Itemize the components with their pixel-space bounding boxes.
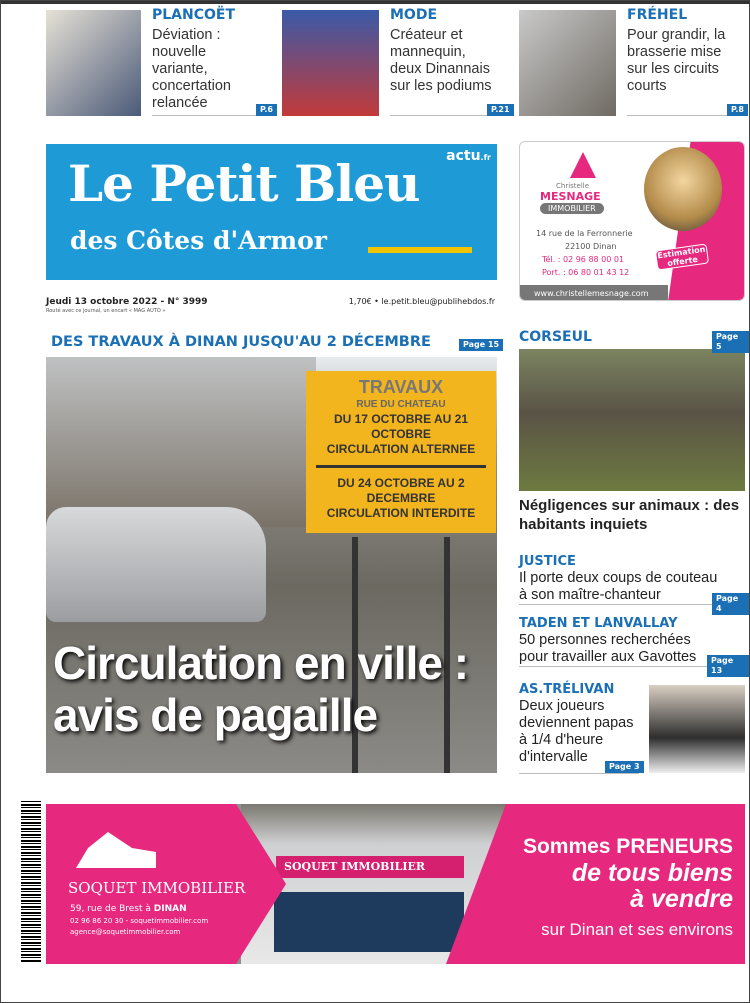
side-kicker: TADEN ET LANVALLAY bbox=[519, 616, 678, 631]
ad-first-name: Christelle bbox=[556, 182, 590, 190]
actu-logo bbox=[446, 148, 491, 164]
actu-brand: actu bbox=[446, 148, 481, 164]
van bbox=[46, 507, 266, 622]
sign-line: CIRCULATION INTERDITE bbox=[326, 506, 476, 520]
soquet-email[interactable]: agence@soquetimmobilier.com bbox=[70, 928, 181, 936]
page-ref: P.8 bbox=[727, 104, 748, 116]
teaser-photo bbox=[282, 10, 379, 116]
main-headline[interactable] bbox=[53, 637, 468, 741]
slogan-line: à vendre bbox=[630, 885, 733, 913]
main-photo[interactable] bbox=[46, 357, 497, 773]
masthead bbox=[46, 144, 497, 280]
teaser-text: Déviation : nouvelle variante, concertation relancée bbox=[152, 27, 231, 111]
side-kicker: AS.TRÉLIVAN bbox=[519, 682, 615, 697]
divider bbox=[152, 115, 272, 116]
ad-type: IMMOBILIER bbox=[540, 203, 604, 214]
page-ref: Page 4 bbox=[712, 593, 749, 615]
yellow-bar bbox=[368, 247, 472, 253]
page-ref: Page 5 bbox=[712, 331, 749, 353]
shop-sign: SOQUET IMMOBILIER bbox=[276, 856, 464, 878]
soquet-phone: 02 96 86 20 30 - soquetimmobilier.com bbox=[70, 917, 209, 925]
slogan-line: Sommes PRENEURS bbox=[522, 835, 733, 858]
side-headline[interactable]: Négligences sur animaux : des habitants inquiets bbox=[519, 497, 740, 533]
ad-tel: Tél. : 02 96 88 00 01 bbox=[542, 255, 625, 264]
sign-line: CIRCULATION ALTERNEE bbox=[326, 442, 476, 456]
side-text: Il porte deux coups de couteau à son maître-chanteur bbox=[519, 570, 718, 603]
page-ref: Page 3 bbox=[605, 761, 644, 773]
page-ref: P.6 bbox=[256, 104, 277, 116]
portrait bbox=[644, 147, 722, 231]
masthead-title: Le Petit Bleu bbox=[68, 154, 420, 213]
teaser-text: Créateur et mannequin, deux Dinannais sur les podiums bbox=[390, 27, 492, 94]
soquet-slogan bbox=[523, 834, 733, 912]
headline-line: avis de pagaille bbox=[53, 689, 378, 741]
side-kicker: CORSEUL bbox=[519, 329, 592, 345]
ad-city: 22100 Dinan bbox=[565, 242, 617, 251]
soquet-address bbox=[70, 904, 187, 914]
sign-line: DU 24 OCTOBRE AU 2 DECEMBRE bbox=[337, 476, 465, 505]
teaser-kicker: MODE bbox=[390, 7, 438, 23]
travaux-sign bbox=[306, 371, 496, 533]
ad-mesnage[interactable] bbox=[519, 141, 745, 301]
side-text: Deux joueurs deviennent papas à 1/4 d'heure d'intervalle bbox=[519, 698, 634, 765]
side-text: 50 personnes recherchées pour travailler aux Gavottes bbox=[519, 632, 697, 665]
ad-mobile: Port. : 06 80 01 43 12 bbox=[542, 268, 630, 277]
slogan-line: de tous biens bbox=[571, 859, 733, 887]
ad-soquet[interactable] bbox=[46, 804, 745, 964]
page-ref: P.21 bbox=[487, 104, 514, 116]
teaser-kicker: FRÉHEL bbox=[627, 7, 688, 23]
actu-suffix: .fr bbox=[480, 153, 491, 162]
teaser-text: Pour grandir, la brasserie mise sur les circuits courts bbox=[627, 27, 726, 94]
insert-note: Routé avec ce journal, un encart « MAG AUTO » bbox=[46, 308, 166, 314]
headline-line: Circulation en ville : bbox=[53, 637, 469, 689]
estimation-badge: Estimation offerte bbox=[655, 243, 709, 270]
masthead-subtitle: des Côtes d'Armor bbox=[70, 226, 327, 255]
shop-window bbox=[274, 892, 464, 952]
address-city: DINAN bbox=[153, 904, 187, 914]
ad-address: 14 rue de la Ferronnerie bbox=[536, 229, 633, 238]
sign-title: TRAVAUX bbox=[358, 377, 444, 397]
teaser-kicker: PLANCOËT bbox=[152, 7, 236, 23]
buildings bbox=[46, 357, 316, 527]
teaser-photo bbox=[519, 10, 616, 116]
divider bbox=[519, 773, 639, 774]
barcode bbox=[21, 801, 41, 963]
logo-icon bbox=[570, 152, 596, 178]
page-ref: Page 13 bbox=[707, 655, 749, 677]
side-kicker: JUSTICE bbox=[519, 554, 576, 569]
ad-name: MESNAGE bbox=[540, 190, 601, 203]
main-kicker: DES TRAVAUX À DINAN JUSQU'AU 2 DÉCEMBRE bbox=[51, 334, 431, 350]
corseul-photo bbox=[519, 349, 745, 491]
top-border bbox=[1, 1, 750, 4]
sign-line: DU 17 OCTOBRE AU 21 OCTOBRE bbox=[333, 412, 469, 441]
sign-divider bbox=[316, 465, 486, 468]
address-street: 59, rue de Brest à bbox=[70, 904, 154, 914]
price-email: 1,70€ • le.petit.bleu@publihebdos.fr bbox=[348, 297, 495, 306]
page-ref: Page 15 bbox=[459, 339, 503, 351]
soquet-name: SOQUET IMMOBILIER bbox=[68, 879, 246, 897]
teaser-photo bbox=[46, 10, 141, 116]
trelivan-photo bbox=[649, 685, 745, 773]
slogan-subline: sur Dinan et ses environs bbox=[541, 920, 733, 939]
ad-url[interactable]: www.christellemesnage.com bbox=[520, 285, 668, 301]
issue-date: Jeudi 13 octobre 2022 - N° 3999 bbox=[46, 297, 208, 307]
sign-street: RUE DU CHATEAU bbox=[356, 399, 446, 410]
